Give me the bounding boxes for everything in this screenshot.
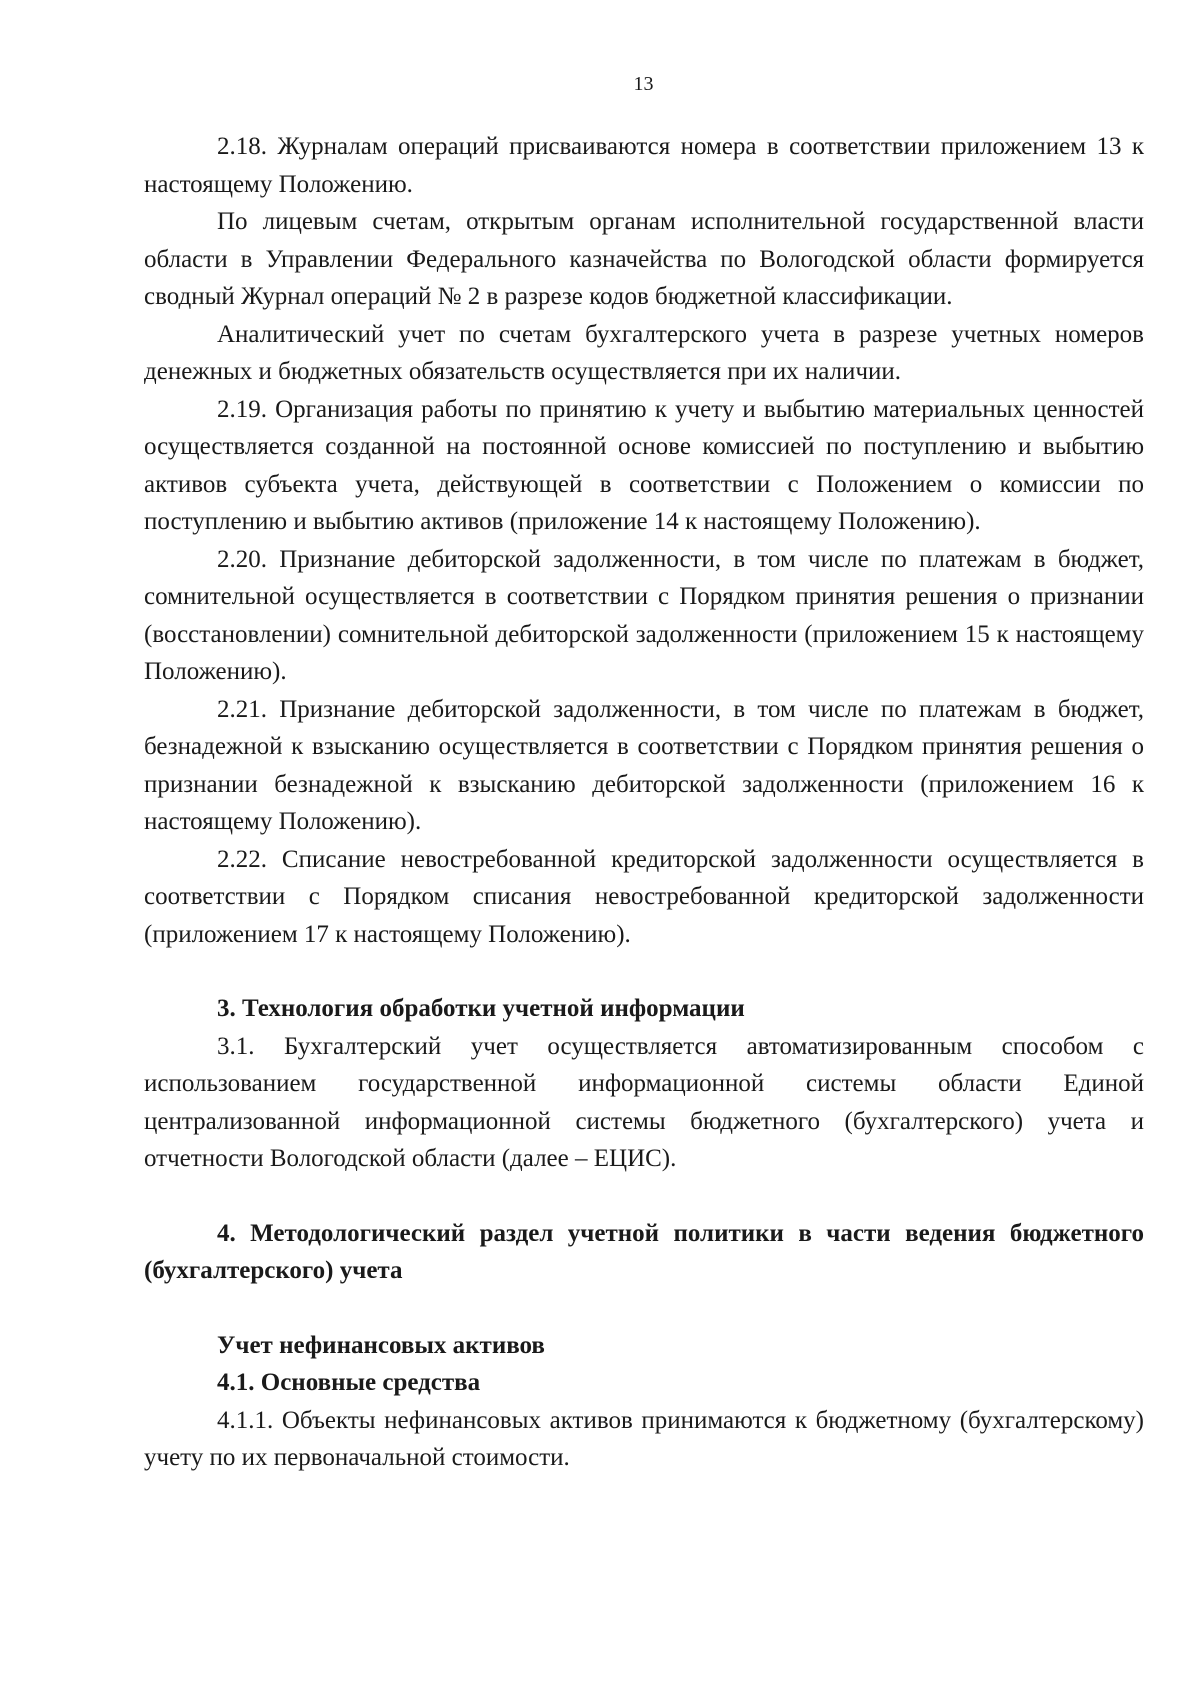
paragraph-2-20: 2.20. Признание дебиторской задолженности, в том числе по платежам в бюджет, сомнительной осуществляется в соответствии с Порядком принятия решения о признании (восстановлении) сомнительной дебиторской задолженности (приложением 15 к настоящему Положению).	[144, 545, 1144, 685]
spacer	[144, 1290, 1144, 1327]
paragraph-analytical-accounting: Аналитический учет по счетам бухгалтерского учета в разрезе учетных номеров денежных и бюджетных обязательств осуществляется при их наличии.	[144, 320, 1144, 385]
paragraph-3-1: 3.1. Бухгалтерский учет осуществляется автоматизированным способом с использованием государственной информационной системы области Единой централизованной информационной системы бюджетного (бухгалтерского) учета и отчетности Вологодской области (далее – ЕЦИС).	[144, 1032, 1144, 1172]
paragraph-2-22: 2.22. Списание невостребованной кредиторской задолженности осуществляется в соответствии с Порядком списания невостребованной кредиторской задолженности (приложением 17 к настоящему Положению).	[144, 845, 1144, 948]
paragraph-journal-operations: По лицевым счетам, открытым органам исполнительной государственной власти области в Управлении Федерального казначейства по Вологодской области формируется сводный Журнал операций № 2 в разрезе кодов бюджетной классификации.	[144, 208, 1144, 310]
paragraph-2-19: 2.19. Организация работы по принятию к учету и выбытию материальных ценностей осуществляется созданной на постоянной основе комиссией по поступлению и выбытию активов субъекта учета, действующей в соответствии с Положением о комиссии по поступлению и выбытию активов (приложение 14 к настоящему Положению).	[144, 395, 1144, 535]
subsection-heading-4-1: 4.1. Основные средства	[217, 1369, 481, 1396]
spacer	[144, 953, 1144, 990]
paragraph-2-18: 2.18. Журналам операций присваиваются номера в соответствии приложением 13 к настоящему Положению.	[144, 133, 1144, 198]
document-body	[144, 128, 1144, 1477]
page-number: 13	[633, 73, 654, 95]
subsection-heading-nonfinancial-assets: Учет нефинансовых активов	[217, 1331, 545, 1359]
spacer	[144, 1178, 1144, 1215]
section-heading-4: 4. Методологический раздел учетной политики в части ведения бюджетного (бухгалтерского) учета	[144, 1219, 1144, 1284]
paragraph-2-21: 2.21. Признание дебиторской задолженности, в том числе по платежам в бюджет, безнадежной к взысканию осуществляется в соответствии с Порядком принятия решения о признании безнадежной к взысканию дебиторской задолженности (приложением 16 к настоящему Положению).	[144, 695, 1144, 835]
paragraph-4-1-1: 4.1.1. Объекты нефинансовых активов принимаются к бюджетному (бухгалтерскому) учету по их первоначальной стоимости.	[144, 1406, 1144, 1471]
section-heading-3: 3. Технология обработки учетной информации	[217, 995, 745, 1022]
